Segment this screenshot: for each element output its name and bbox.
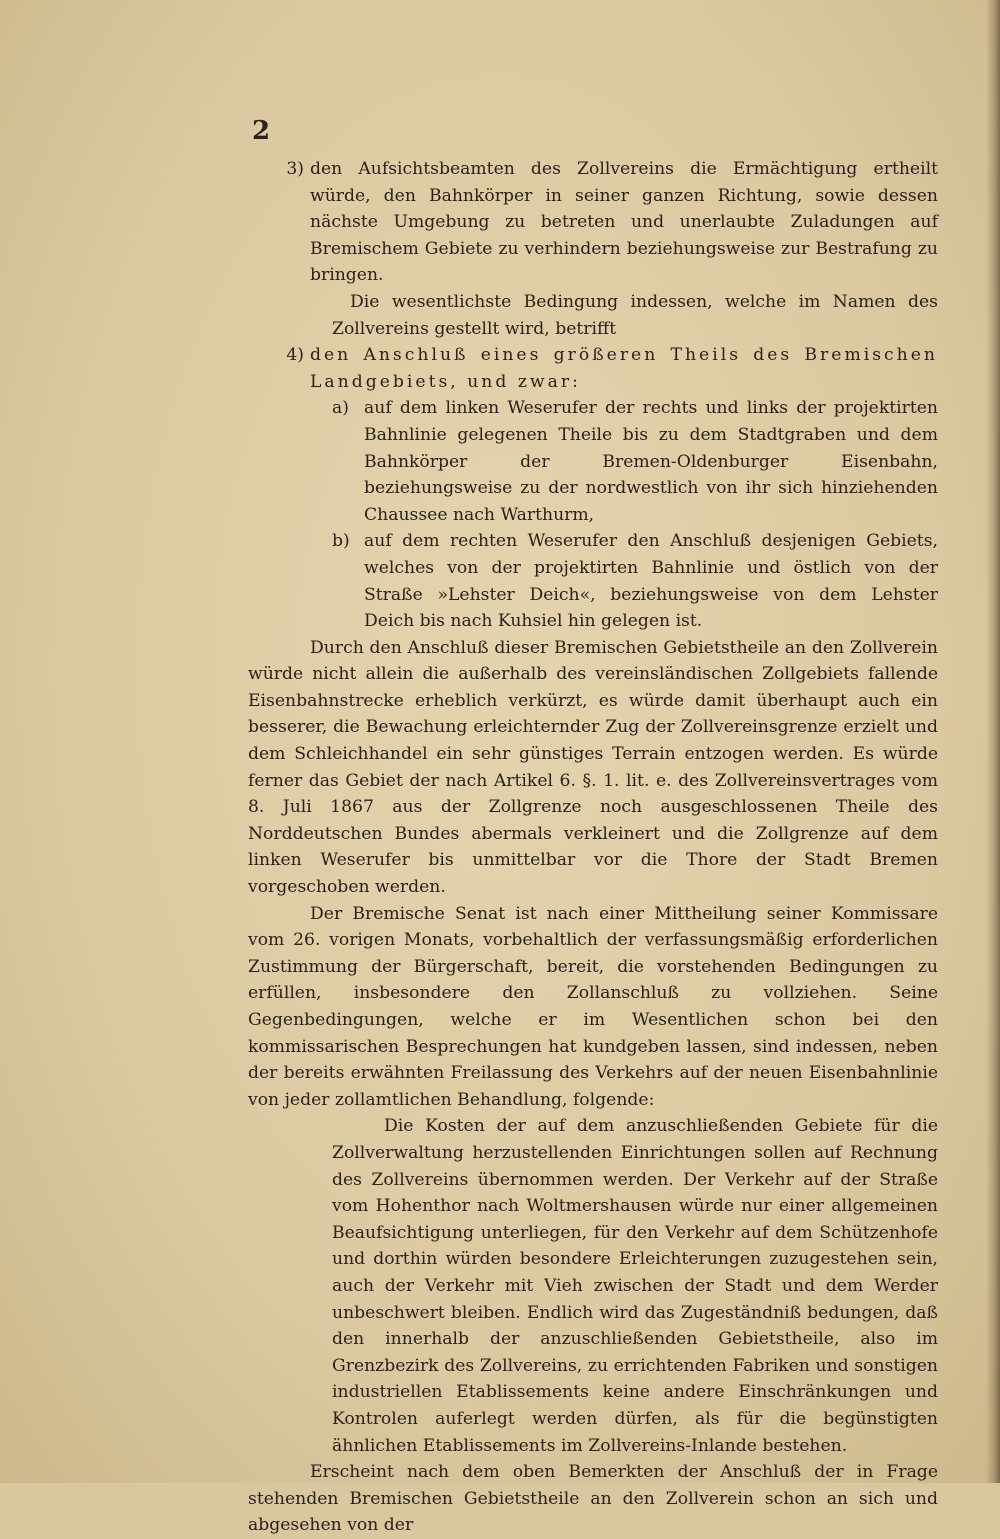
paragraph-durch: Durch den Anschluß dieser Bremischen Gebietstheile an den Zollverein würde nicht allein die außerhalb des vereinsländischen Zollgebiets fallende Eisenbahnstrecke erheblich verkürzt, es würde damit überhaupt auch ein besserer, die Bewachung erleichternder Zug der Zollvereinsgrenze erzielt und dem Schleichhandel ein sehr günstiges Terrain entzogen werden. Es würde ferner das Gebiet der nach Artikel 6. §. 1. lit. e. des Zollvereinsvertrages vom 8. Juli 1867 aus der Zollgrenze noch ausgeschlossenen Theile des Norddeutschen Bundes abermals verkleinert und die Zollgrenze auf dem linken Weserufer bis unmittelbar vor die Thore der Stadt Bremen vorgeschoben werden.: [248, 637, 938, 898]
document-body: [248, 156, 938, 1539]
list-item-3: [248, 156, 938, 289]
sub-item-text: auf dem linken Weserufer der rechts und links der projektirten Bahnlinie gelegenen Theile bis zu dem Stadtgraben und dem Bahnkörper der Bremen-Oldenburger Eisenbahn, beziehungsweise zu der nordwestlich von ihr sich hinziehenden Chaussee nach Warthurm,: [364, 398, 938, 525]
list-item-4: [248, 342, 938, 395]
list-item-number: 3): [286, 159, 304, 179]
list-item-text: den Aufsichtsbeamten des Zollvereins die Ermächtigung ertheilt würde, den Bahnkörper in seiner ganzen Richtung, sowie dessen nächste Umgebung zu betreten und unerlaubte Zuladungen auf Bremischem Gebiete zu verhindern beziehungsweise zur Bestrafung zu bringen.: [310, 159, 938, 286]
sub-item-b: [248, 528, 938, 634]
sub-item-a: [248, 395, 938, 528]
sub-item-letter: b): [332, 531, 350, 552]
paragraph-condition: Die wesentlichste Bedingung indessen, welche im Namen des Zollvereins gestellt wird, betrifft: [332, 291, 938, 339]
list-item-text: den Anschluß eines größeren Theils des Bremischen Landgebiets, und zwar:: [310, 345, 938, 392]
sub-item-text: auf dem rechten Weserufer den Anschluß desjenigen Gebiets, welches von der projektirten Bahnlinie und östlich von der Straße »Lehster Deich«, beziehungsweise von dem Lehster Deich bis nach Kuhsiel hin gelegen ist.: [364, 531, 938, 632]
page-edge-shadow: [986, 0, 1000, 1483]
list-item-number: 4): [286, 345, 304, 366]
paragraph-erscheint: Erscheint nach dem oben Bemerkten der Anschluß der in Frage stehenden Bremischen Gebietstheile an den Zollverein schon an sich und abgesehen von der: [248, 1462, 938, 1536]
page-number: 2: [252, 116, 271, 146]
paragraph-senat: Der Bremische Senat ist nach einer Mittheilung seiner Kommissare vom 26. vorigen Monats, vorbehaltlich der verfassungsmäßig erforderlichen Zustimmung der Bürgerschaft, bereit, die vorstehenden Bedingungen zu erfüllen, insbesondere den Zollanschluß zu vollziehen. Seine Gegenbedingungen, welche er im Wesentlichen schon bei den kommissarischen Besprechungen hat kundgeben lassen, sind indessen, neben der bereits erwähnten Freilassung des Verkehrs auf der neuen Eisenbahnlinie von jeder zollamtlichen Behandlung, folgende:: [248, 903, 938, 1110]
paragraph-kosten: Die Kosten der auf dem anzuschließenden Gebiete für die Zollverwaltung herzustellenden Einrichtungen sollen auf Rechnung des Zollvereins übernommen werden. Der Verkehr auf der Straße vom Hohenthor nach Woltmershausen würde nur einer allgemeinen Beaufsichtigung unterliegen, für den Verkehr auf dem Schützenhofe und dorthin würden besondere Erleichterungen zuzugestehen sein, auch der Verkehr mit Vieh zwischen der Stadt und dem Werder unbeschwert bleiben. Endlich wird das Zugeständniß bedungen, daß den innerhalb der anzuschließenden Gebietstheile, also im Grenzbezirk des Zollvereins, zu errichtenden Fabriken und sonstigen industriellen Etablissements keine andere Einschränkungen und Kontrolen auferlegt werden dürfen, als für die begünstigten ähnlichen Etablissements im Zollvereins-Inlande bestehen.: [332, 1116, 938, 1456]
sub-item-letter: a): [332, 398, 349, 419]
